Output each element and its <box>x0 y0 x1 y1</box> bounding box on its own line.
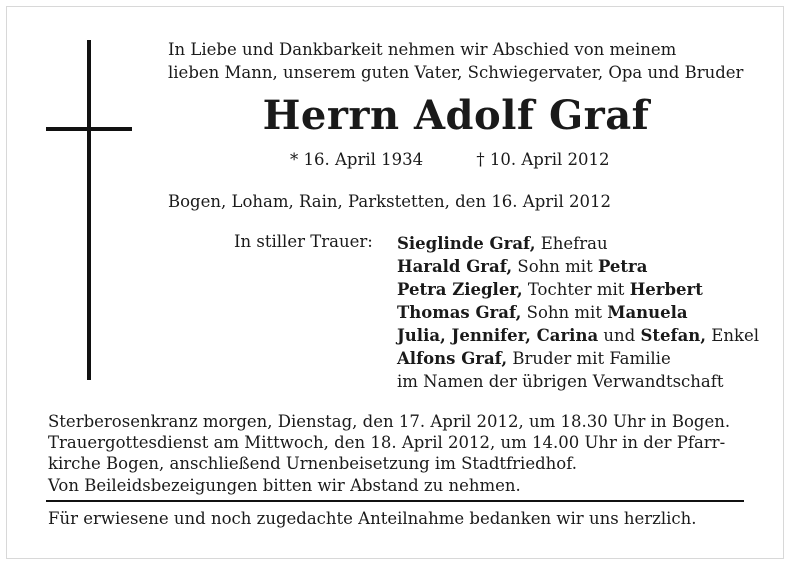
mourner-row <box>397 232 759 255</box>
death-date: † 10. April 2012 <box>476 150 610 169</box>
mourner-name: Harald Graf, <box>397 257 513 276</box>
mourner-row <box>397 255 759 278</box>
mourner-row <box>397 324 759 347</box>
mourner-row <box>397 370 759 393</box>
mourner-relation: Enkel <box>706 326 759 345</box>
condolence-note: Von Beileidsbezeigungen bitten wir Abstand zu nehmen. <box>48 476 521 495</box>
funeral-line: Sterberosenkranz morgen, Dienstag, den 17. April 2012, um 18.30 Uhr in Bogen. <box>48 412 731 431</box>
divider <box>46 500 744 502</box>
birth-date: * 16. April 1934 <box>290 150 424 169</box>
mourner-name: Stefan, <box>640 326 707 345</box>
funeral-line: kirche Bogen, anschließend Urnenbeisetzung im Stadtfriedhof. <box>48 454 577 473</box>
mourning-label: In stiller Trauer: <box>234 232 373 251</box>
mourner-name: Julia, Jennifer, Carina <box>397 326 599 345</box>
cross-icon <box>87 40 91 380</box>
mourner-name: Petra <box>597 257 648 276</box>
mourners-list <box>397 232 759 393</box>
mourner-relation: Sohn mit <box>512 257 598 276</box>
life-dates <box>290 150 610 169</box>
mourner-name: Herbert <box>629 280 703 299</box>
mourner-name: Petra Ziegler, <box>397 280 523 299</box>
cross-icon-bar <box>46 127 132 131</box>
mourner-row <box>397 301 759 324</box>
mourner-name: Manuela <box>607 303 688 322</box>
mourner-relation: Tochter mit <box>522 280 630 299</box>
mourner-relation: Bruder mit Familie <box>507 349 671 368</box>
mourner-row <box>397 347 759 370</box>
mourner-name: Thomas Graf, <box>397 303 522 322</box>
funeral-info <box>48 411 743 474</box>
funeral-line: Trauergottesdienst am Mittwoch, den 18. April 2012, um 14.00 Uhr in der Pfarr- <box>48 433 726 452</box>
intro-text <box>168 38 744 84</box>
intro-line: lieben Mann, unserem guten Vater, Schwiegervater, Opa und Bruder <box>168 63 744 82</box>
mourner-relation: im Namen der übrigen Verwandtschaft <box>397 372 724 391</box>
deceased-name: Herrn Adolf Graf <box>262 92 650 139</box>
thanks-note: Für erwiesene und noch zugedachte Anteilnahme bedanken wir uns herzlich. <box>48 509 697 528</box>
intro-line: In Liebe und Dankbarkeit nehmen wir Abschied von meinem <box>168 40 677 59</box>
mourner-relation: und <box>598 326 641 345</box>
mourner-relation: Ehefrau <box>535 234 608 253</box>
place-date: Bogen, Loham, Rain, Parkstetten, den 16. April 2012 <box>168 192 611 211</box>
mourner-name: Alfons Graf, <box>397 349 508 368</box>
mourner-row <box>397 278 759 301</box>
mourner-name: Sieglinde Graf, <box>397 234 536 253</box>
mourner-relation: Sohn mit <box>521 303 608 322</box>
